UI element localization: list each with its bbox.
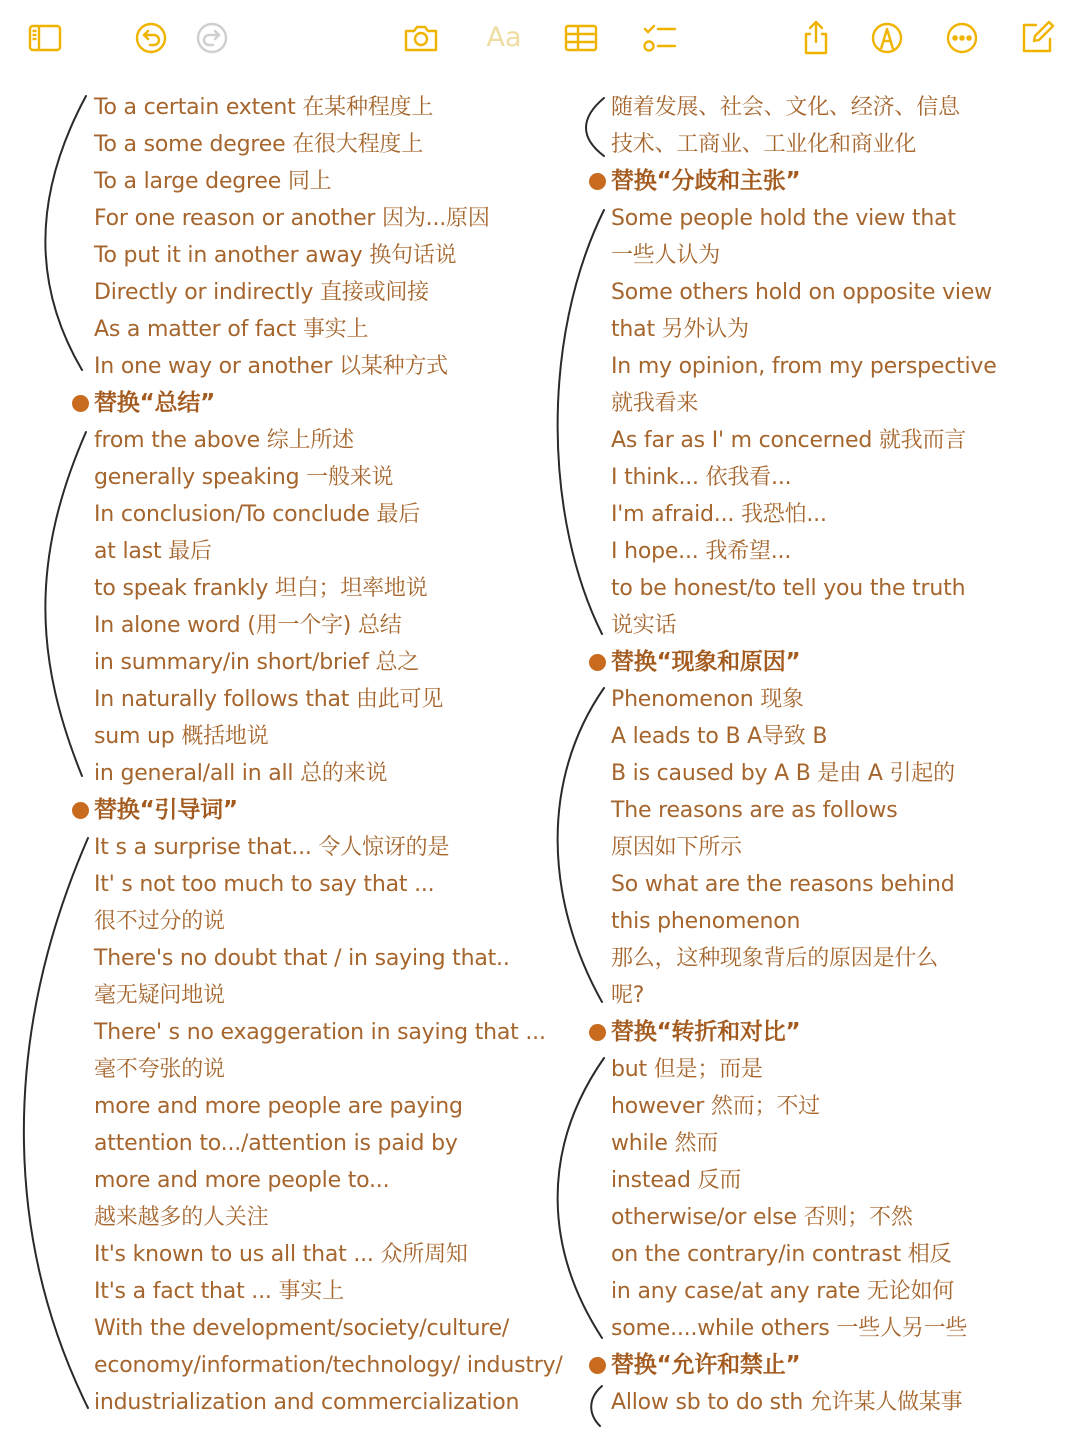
note-line: [94, 163, 574, 200]
note-line-text: As far as I' m concerned 就我而言: [611, 428, 967, 453]
note-line: [94, 496, 574, 533]
section-heading: [611, 1014, 1071, 1051]
note-line: [611, 1125, 1071, 1162]
note-line-text: otherwise/or else 否则；不然: [611, 1205, 913, 1230]
section-heading-text: 替换“现象和原因”: [611, 649, 801, 675]
undo-icon[interactable]: [131, 18, 171, 58]
note-line: [94, 1236, 574, 1273]
compose-icon[interactable]: [1017, 18, 1057, 58]
note-line-text: but 但是；而是: [611, 1057, 763, 1082]
note-line: [94, 1125, 574, 1162]
note-line: [611, 385, 1071, 422]
note-line: [611, 348, 1071, 385]
note-line-text: B is caused by A B 是由 A 引起的: [611, 761, 955, 786]
bracket-arc: [45, 432, 86, 776]
note-line: [94, 755, 574, 792]
note-line-text: Allow sb to do sth 允许某人做某事: [611, 1390, 963, 1415]
camera-icon[interactable]: [401, 18, 441, 58]
text-format-icon[interactable]: Aa: [486, 22, 522, 53]
note-line: [611, 496, 1071, 533]
bullet-dot-icon: [72, 802, 89, 819]
bracket-arc: [586, 98, 604, 156]
note-line-text: Directly or indirectly 直接或间接: [94, 280, 429, 305]
note-line: [611, 1162, 1071, 1199]
note-line-text: while 然而: [611, 1131, 719, 1156]
note-line-text: 说实话: [611, 613, 677, 638]
note-line-text: from the above 综上所述: [94, 428, 354, 453]
note-line: [94, 1199, 574, 1236]
note-line: [94, 1088, 574, 1125]
note-line-text: As a matter of fact 事实上: [94, 317, 369, 342]
note-line: [611, 829, 1071, 866]
note-line-text: 越来越多的人关注: [94, 1205, 269, 1230]
note-line: [611, 1236, 1071, 1273]
note-line-text: I hope... 我希望...: [611, 539, 792, 564]
note-line-text: 毫无疑问地说: [94, 983, 225, 1008]
note-line-text: 技术、工商业、工业化和商业化: [611, 132, 917, 157]
note-line-text: to be honest/to tell you the truth: [611, 576, 966, 601]
redo-icon[interactable]: [192, 18, 232, 58]
note-line: [611, 755, 1071, 792]
share-icon[interactable]: [796, 18, 836, 58]
note-line-text: 那么，这种现象背后的原因是什么: [611, 946, 939, 971]
note-line: [611, 1273, 1071, 1310]
note-line: [611, 792, 1071, 829]
note-line-text: on the contrary/in contrast 相反: [611, 1242, 952, 1267]
note-line: [611, 200, 1071, 237]
note-line-text: The reasons are as follows: [611, 798, 898, 823]
bracket-arc: [591, 1386, 602, 1426]
note-line-text: With the development/society/culture/: [94, 1316, 510, 1341]
note-line: [94, 570, 574, 607]
note-line: [94, 644, 574, 681]
note-column-right[interactable]: [611, 89, 1071, 1421]
sidebar-icon[interactable]: [25, 18, 65, 58]
note-line: [94, 533, 574, 570]
note-line: [94, 977, 574, 1014]
note-line-text: I think... 依我看...: [611, 465, 792, 490]
note-column-left[interactable]: [94, 89, 574, 1421]
note-line-text: Some people hold the view that: [611, 206, 956, 231]
note-line: [94, 311, 574, 348]
note-line-text: There' s no exaggeration in saying that ...: [94, 1020, 546, 1045]
note-line-text: 毫不夸张的说: [94, 1057, 225, 1082]
note-line-text: A leads to B A导致 B: [611, 724, 828, 749]
note-line: [611, 1199, 1071, 1236]
note-line-text: To a certain extent 在某种程度上: [94, 95, 434, 120]
note-line: [611, 1384, 1071, 1421]
section-heading: [94, 792, 574, 829]
bullet-dot-icon: [589, 1357, 606, 1374]
note-line-text: 很不过分的说: [94, 909, 225, 934]
note-line-text: economy/information/technology/ industry/: [94, 1353, 563, 1378]
note-line: [611, 89, 1071, 126]
note-line-text: In conclusion/To conclude 最后: [94, 502, 421, 527]
note-line: [611, 681, 1071, 718]
note-line-text: in any case/at any rate 无论如何: [611, 1279, 955, 1304]
section-heading-text: 替换“总结”: [94, 390, 216, 416]
note-line: [94, 1162, 574, 1199]
note-line-text: in summary/in short/brief 总之: [94, 650, 420, 675]
note-line: [94, 940, 574, 977]
note-line-text: In my opinion, from my perspective: [611, 354, 997, 379]
section-heading: [611, 1347, 1071, 1384]
note-line: [611, 866, 1071, 903]
note-line-text: 随着发展、社会、文化、经济、信息: [611, 95, 960, 120]
section-heading-text: 替换“分歧和主张”: [611, 168, 801, 194]
note-line: [94, 866, 574, 903]
bullet-dot-icon: [72, 395, 89, 412]
more-icon[interactable]: [942, 18, 982, 58]
note-line: [94, 718, 574, 755]
note-line: [611, 607, 1071, 644]
note-line-text: I'm afraid... 我恐怕...: [611, 502, 827, 527]
note-line: [94, 348, 574, 385]
note-line-text: To a some degree 在很大程度上: [94, 132, 423, 157]
note-line-text: Some others hold on opposite view: [611, 280, 992, 305]
note-line: [94, 1347, 574, 1384]
bracket-arc: [45, 96, 86, 370]
note-line: [611, 1088, 1071, 1125]
note-line-text: There's no doubt that / in saying that..: [94, 946, 510, 971]
note-line-text: 原因如下所示: [611, 835, 742, 860]
note-line-text: 就我看来: [611, 391, 699, 416]
note-line: [611, 126, 1071, 163]
bullet-dot-icon: [589, 654, 606, 671]
note-line: [94, 422, 574, 459]
note-line-text: however 然而；不过: [611, 1094, 820, 1119]
note-line-text: To put it in another away 换句话说: [94, 243, 457, 268]
bracket-arc: [24, 838, 88, 1408]
note-line: [611, 570, 1071, 607]
section-heading-text: 替换“转折和对比”: [611, 1019, 801, 1045]
note-line: [94, 89, 574, 126]
section-heading: [611, 644, 1071, 681]
note-line: [94, 1014, 574, 1051]
note-line: [611, 459, 1071, 496]
note-line: [94, 607, 574, 644]
note-line-text: It' s not too much to say that ...: [94, 872, 435, 897]
note-line: [94, 1051, 574, 1088]
note-line: [611, 1051, 1071, 1088]
note-line: [611, 237, 1071, 274]
note-line: [611, 311, 1071, 348]
note-line-text: Phenomenon 现象: [611, 687, 804, 712]
note-line-text: In alone word (用一个字) 总结: [94, 613, 402, 638]
note-line: [611, 940, 1071, 977]
markup-icon[interactable]: [867, 18, 907, 58]
note-line-text: to speak frankly 坦白；坦率地说: [94, 576, 428, 601]
note-line-text: sum up 概括地说: [94, 724, 269, 749]
note-line: [611, 274, 1071, 311]
note-line-text: It's a fact that ... 事实上: [94, 1279, 344, 1304]
note-line-text: 呢?: [611, 983, 645, 1008]
note-line-text: instead 反而: [611, 1168, 742, 1193]
note-line: [94, 459, 574, 496]
note-line: [94, 1310, 574, 1347]
section-heading-text: 替换“允许和禁止”: [611, 1352, 801, 1378]
note-line-text: In naturally follows that 由此可见: [94, 687, 444, 712]
note-line: [94, 829, 574, 866]
note-line-text: 一些人认为: [611, 243, 721, 268]
note-line: [94, 1273, 574, 1310]
note-line: [611, 977, 1071, 1014]
note-line-text: To a large degree 同上: [94, 169, 332, 194]
note-line-text: this phenomenon: [611, 909, 801, 934]
note-line: [94, 903, 574, 940]
bullet-dot-icon: [589, 1024, 606, 1041]
note-line-text: more and more people to...: [94, 1168, 390, 1193]
note-line: [94, 1384, 574, 1421]
note-line: [611, 903, 1071, 940]
note-line-text: So what are the reasons behind: [611, 872, 955, 897]
note-line-text: generally speaking 一般来说: [94, 465, 394, 490]
checklist-icon[interactable]: [640, 18, 680, 58]
note-line-text: that 另外认为: [611, 317, 749, 342]
note-line-text: some....while others 一些人另一些: [611, 1316, 968, 1341]
bullet-dot-icon: [589, 173, 606, 190]
note-line: [611, 1310, 1071, 1347]
section-heading: [611, 163, 1071, 200]
note-line: [611, 533, 1071, 570]
note-line-text: In one way or another 以某种方式: [94, 354, 448, 379]
notes-toolbar: [0, 0, 1080, 74]
note-line-text: It's known to us all that ... 众所周知: [94, 1242, 468, 1267]
note-line-text: For one reason or another 因为...原因: [94, 206, 490, 231]
table-icon[interactable]: [561, 18, 601, 58]
section-heading: [94, 385, 574, 422]
note-line-text: It s a surprise that... 令人惊讶的是: [94, 835, 450, 860]
note-line: [611, 718, 1071, 755]
note-line-text: at last 最后: [94, 539, 212, 564]
note-line-text: attention to.../attention is paid by: [94, 1131, 458, 1156]
note-line: [94, 274, 574, 311]
note-line: [94, 200, 574, 237]
note-line: [611, 422, 1071, 459]
note-line: [94, 681, 574, 718]
note-line: [94, 237, 574, 274]
note-line: [94, 126, 574, 163]
note-line-text: in general/all in all 总的来说: [94, 761, 388, 786]
note-line-text: industrialization and commercialization: [94, 1390, 520, 1415]
section-heading-text: 替换“引导词”: [94, 797, 238, 823]
note-line-text: more and more people are paying: [94, 1094, 463, 1119]
